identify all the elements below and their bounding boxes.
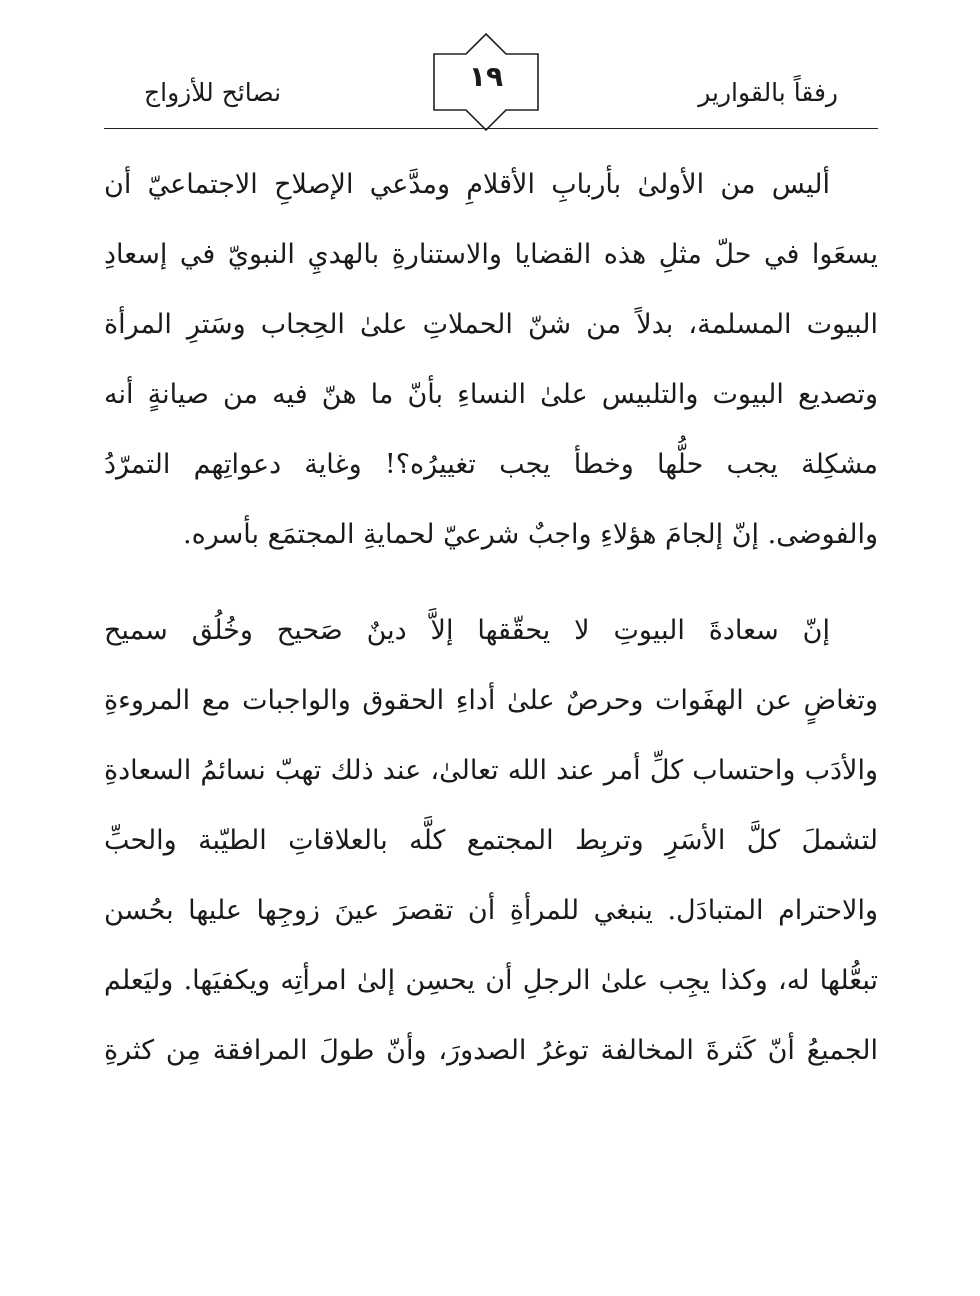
text-line: وتصديع البيوت والتلبيس علىٰ النساءِ بأنّ ما هنّ فيه من صيانةٍ أنه — [104, 379, 878, 410]
running-header — [104, 60, 878, 132]
text-line: والأدَب واحتساب كلِّ أمر عند الله تعالىٰ، عند ذلك تهبّ نسائمُ السعادةِ — [104, 755, 878, 786]
paragraph-gap — [104, 570, 878, 596]
text-line: تبعُّلها له، وكذا يجِب علىٰ الرجلِ أن يحسِن إلىٰ امرأتِه ويكفيَها. وليَعلم — [104, 965, 878, 996]
text-line: البيوت المسلمة، بدلاً من شنّ الحملاتِ علىٰ الحِجاب وسَترِ المرأة — [104, 309, 878, 340]
body-text — [104, 150, 878, 1086]
text-line: إنّ سعادةَ البيوتِ لا يحقّقها إلاَّ دينٌ صَحيح وخُلُق سميح — [104, 615, 830, 646]
text-line: أليس من الأولىٰ بأربابِ الأقلامِ ومدَّعي الإصلاحِ الاجتماعيّ أن — [104, 169, 830, 200]
text-line: والفوضى. إنّ إلجامَ هؤلاءِ واجبٌ شرعيّ لحمايةِ المجتمَع بأسره. — [183, 519, 878, 550]
text-line: والاحترام المتبادَل. ينبغي للمرأةِ أن تقصرَ عينَ زوجِها عليها بحُسن — [104, 895, 878, 926]
text-line: الجميعُ أنّ كَثرةَ المخالفة توغرُ الصدورَ، وأنّ طولَ المرافقة مِن كثرةِ — [104, 1035, 878, 1066]
page-number: ١٩ — [468, 60, 504, 93]
paragraph-1 — [104, 150, 878, 570]
chapter-title: نصائح للأزواج — [144, 78, 282, 107]
text-line: يسعَوا في حلّ مثلِ هذه القضايا والاستنارةِ بالهديِ النبويّ في إسعادِ — [104, 239, 878, 270]
book-title: رفقاً بالقوارير — [698, 78, 838, 107]
paragraph-2 — [104, 596, 878, 1086]
text-line: وتغاضٍ عن الهفَوات وحرصٌ علىٰ أداءِ الحقوق والواجبات مع المروءةِ — [104, 685, 878, 716]
text-line: مشكِلة يجب حلُّها وخطأ يجب تغييرُه؟! وغاية دعواتِهم التمرّدُ — [104, 449, 878, 480]
page-number-badge — [426, 32, 546, 132]
header-rule — [104, 128, 878, 129]
text-line: لتشملَ كلَّ الأسَرِ وتربِط المجتمع كلَّه بالعلاقاتِ الطيّبة والحبِّ — [104, 825, 878, 856]
